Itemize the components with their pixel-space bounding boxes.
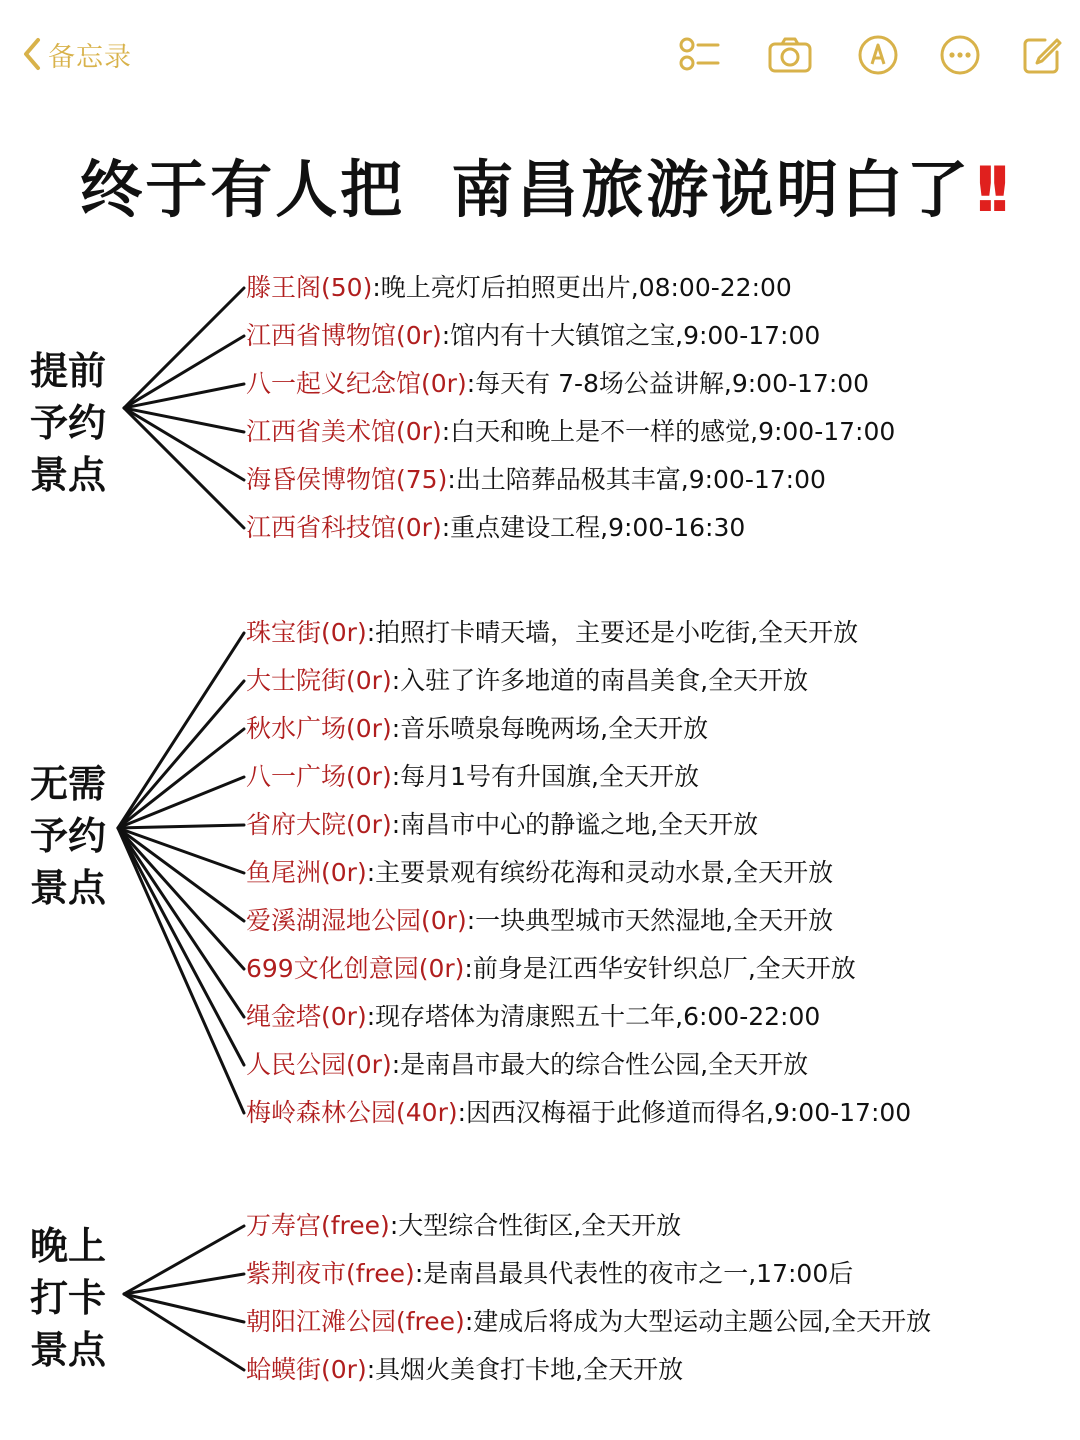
list-item — [246, 456, 895, 504]
branch-line — [124, 408, 244, 528]
list-item — [246, 264, 895, 312]
list-item — [246, 849, 911, 897]
group-label-line: 景点 — [30, 866, 107, 910]
attraction-desc: :一块典型城市天然湿地,全天开放 — [466, 906, 834, 935]
group-label-line: 打卡 — [30, 1276, 107, 1320]
attraction-desc: :前身是江西华安针织总厂,全天开放 — [464, 954, 856, 983]
attraction-desc: :每月1号有升国旗,全天开放 — [391, 762, 699, 791]
group-label-night-checkin — [30, 1220, 106, 1376]
attraction-name: 万寿宫(free) — [246, 1211, 390, 1240]
compose-button[interactable] — [1018, 32, 1066, 78]
list-item — [246, 705, 911, 753]
list-item — [246, 408, 895, 456]
attraction-name: 梅岭森林公园(40r) — [246, 1098, 458, 1127]
attraction-name: 江西省博物馆(0r) — [246, 321, 442, 350]
list-item — [246, 1250, 931, 1298]
attraction-name: 八一起义纪念馆(0r) — [246, 369, 467, 398]
camera-icon — [767, 36, 813, 74]
list-item — [246, 504, 895, 552]
attraction-desc: :晚上亮灯后拍照更出片,08:00-22:00 — [372, 273, 792, 302]
attraction-name: 鱼尾洲(0r) — [246, 858, 367, 887]
list-item — [246, 609, 911, 657]
attraction-name: 八一广场(0r) — [246, 762, 392, 791]
branch-line — [118, 828, 244, 873]
attraction-name: 江西省美术馆(0r) — [246, 417, 442, 446]
attraction-name: 珠宝街(0r) — [246, 618, 367, 647]
title-emphasis: !! — [971, 153, 1000, 226]
attraction-name: 江西省科技馆(0r) — [246, 513, 442, 542]
group-label-line: 予约 — [30, 401, 107, 445]
list-item — [246, 1346, 931, 1394]
attraction-desc: :具烟火美食打卡地,全天开放 — [366, 1355, 684, 1384]
markup-pen-icon — [857, 34, 899, 76]
branch-line — [124, 1294, 244, 1322]
branch-line — [118, 825, 244, 828]
list-item — [246, 945, 911, 993]
checklist-button[interactable] — [676, 32, 724, 78]
attraction-desc: :建成后将成为大型运动主题公园,全天开放 — [464, 1307, 932, 1336]
attraction-desc: :是南昌最具代表性的夜市之一,17:00后 — [414, 1259, 854, 1288]
attraction-name: 人民公园(0r) — [246, 1050, 392, 1079]
list-item — [246, 753, 911, 801]
list-item — [246, 1202, 931, 1250]
attraction-name: 滕王阁(50) — [246, 273, 373, 302]
attraction-desc: :白天和晚上是不一样的感觉,9:00-17:00 — [441, 417, 896, 446]
attraction-desc: :音乐喷泉每晚两场,全天开放 — [391, 714, 709, 743]
back-label: 备忘录 — [48, 41, 132, 73]
list-item — [246, 897, 911, 945]
attraction-list-night-checkin — [246, 1202, 931, 1394]
checklist-icon — [678, 35, 722, 75]
branch-line — [118, 777, 244, 828]
branch-line — [118, 681, 244, 828]
attraction-name: 大士院街(0r) — [246, 666, 392, 695]
attraction-desc: :重点建设工程,9:00-16:30 — [441, 513, 746, 542]
list-item — [246, 1089, 911, 1137]
branch-line — [124, 1274, 244, 1294]
group-label-line: 予约 — [30, 814, 107, 858]
notes-toolbar — [0, 0, 1080, 110]
list-item — [246, 312, 895, 360]
branch-line — [124, 408, 244, 432]
list-item — [246, 801, 911, 849]
attraction-desc: :出土陪葬品极其丰富,9:00-17:00 — [447, 465, 826, 494]
branch-line — [124, 408, 244, 480]
group-label-line: 提前 — [30, 349, 107, 393]
attraction-desc: :主要景观有缤纷花海和灵动水景,全天开放 — [366, 858, 834, 887]
branch-line — [124, 336, 244, 408]
branch-line — [118, 633, 244, 828]
attraction-desc: :馆内有十大镇馆之宝,9:00-17:00 — [441, 321, 821, 350]
attraction-list-no-booking — [246, 609, 911, 1137]
attraction-desc: :拍照打卡晴天墙，主要还是小吃街,全天开放 — [366, 618, 859, 647]
attraction-desc: :每天有 7-8场公益讲解,9:00-17:00 — [466, 369, 870, 398]
branch-line — [118, 729, 244, 828]
attraction-desc: :是南昌市最大的综合性公园,全天开放 — [391, 1050, 809, 1079]
attraction-name: 蛤蟆街(0r) — [246, 1355, 367, 1384]
branch-line — [124, 1294, 244, 1370]
attraction-desc: :因西汉梅福于此修道而得名,9:00-17:00 — [457, 1098, 912, 1127]
group-label-line: 无需 — [30, 762, 107, 806]
attraction-name: 朝阳江滩公园(free) — [246, 1307, 465, 1336]
more-button[interactable] — [936, 32, 984, 78]
attraction-desc: :大型综合性街区,全天开放 — [389, 1211, 682, 1240]
attraction-desc: :南昌市中心的静谧之地,全天开放 — [391, 810, 759, 839]
attraction-desc: :入驻了许多地道的南昌美食,全天开放 — [391, 666, 809, 695]
page-title — [0, 140, 1080, 229]
group-label-line: 晚上 — [30, 1224, 107, 1268]
compose-icon — [1021, 34, 1063, 76]
attraction-list-advance-booking — [246, 264, 895, 552]
list-item — [246, 993, 911, 1041]
attraction-name: 紫荆夜市(free) — [246, 1259, 415, 1288]
title-part-1: 终于有人把 — [80, 153, 406, 226]
more-icon — [939, 34, 981, 76]
back-button[interactable] — [22, 32, 132, 76]
attraction-name: 爱溪湖湿地公园(0r) — [246, 906, 467, 935]
camera-button[interactable] — [766, 32, 814, 78]
title-part-2: 南昌旅游说明白了 — [451, 153, 972, 226]
branch-line — [118, 828, 244, 921]
branch-line — [118, 828, 244, 969]
branch-line — [118, 828, 244, 1113]
attraction-name: 699文化创意园(0r) — [246, 954, 465, 983]
group-label-line: 景点 — [30, 1328, 107, 1372]
attraction-name: 秋水广场(0r) — [246, 714, 392, 743]
list-item — [246, 657, 911, 705]
branch-line — [124, 1226, 244, 1294]
attraction-desc: :现存塔体为清康熙五十二年,6:00-22:00 — [366, 1002, 821, 1031]
branch-line — [118, 828, 244, 1065]
attraction-name: 绳金塔(0r) — [246, 1002, 367, 1031]
back-chevron-icon — [22, 37, 42, 71]
list-item — [246, 360, 895, 408]
list-item — [246, 1041, 911, 1089]
group-label-line: 景点 — [30, 453, 107, 497]
group-label-advance-booking — [30, 345, 106, 501]
attraction-name: 省府大院(0r) — [246, 810, 392, 839]
branch-line — [124, 288, 244, 408]
group-label-no-booking — [30, 758, 106, 914]
attraction-name: 海昏侯博物馆(75) — [246, 465, 448, 494]
list-item — [246, 1298, 931, 1346]
branch-line — [118, 828, 244, 1017]
branch-line — [124, 384, 244, 408]
markup-button[interactable] — [854, 32, 902, 78]
